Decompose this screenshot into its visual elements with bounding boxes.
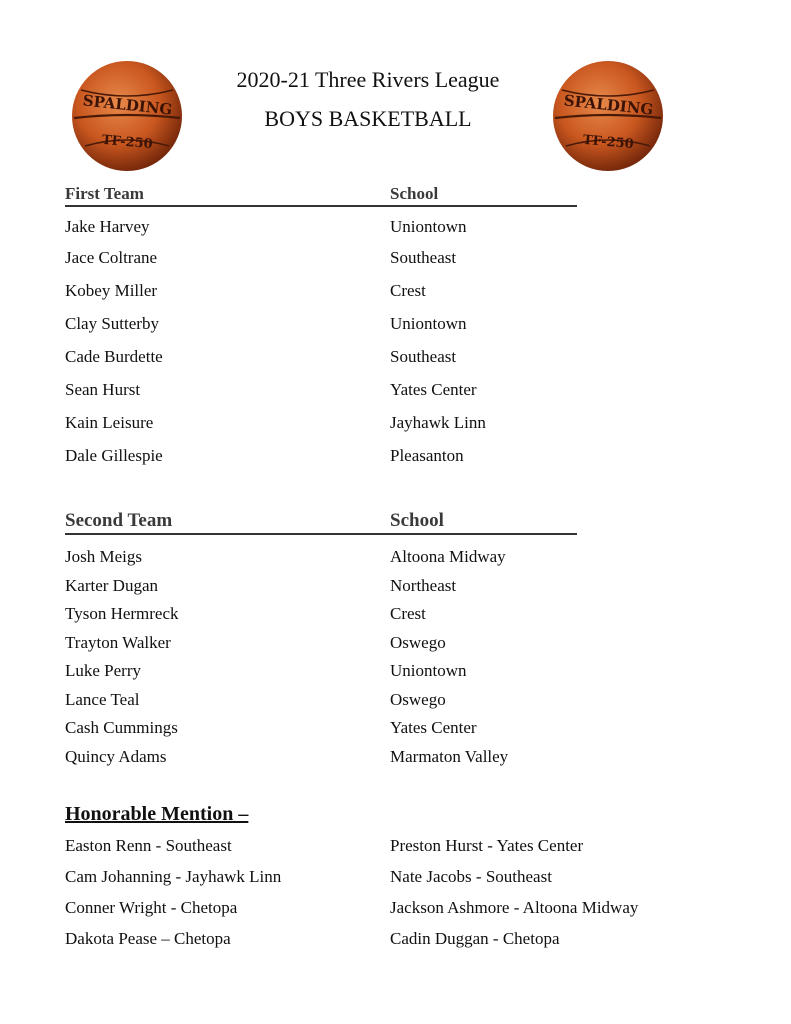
player-school: Yates Center [390,380,477,399]
player-name: Cade Burdette [65,347,163,366]
list-item [65,314,725,336]
player-school: Crest [390,604,426,623]
honorable-mention-item: Conner Wright - Chetopa [65,898,238,917]
second-team-heading: Second Team [65,510,173,531]
list-item [65,248,725,270]
list-item [65,281,725,303]
player-school: Southeast [390,248,457,267]
player-name: Karter Dugan [65,576,158,595]
ball-model-text: TF-250 [101,132,154,153]
player-name: Jake Harvey [65,217,150,236]
player-name: Kobey Miller [65,281,158,300]
player-name: Tyson Hermreck [65,604,179,623]
honorable-mention-item: Preston Hurst - Yates Center [390,836,584,855]
ball-brand-text: SPALDING [81,91,174,119]
player-school: Yates Center [390,718,477,737]
player-name: Kain Leisure [65,413,154,432]
player-school: Uniontown [390,661,467,680]
page-title: 2020-21 Three Rivers League [236,67,500,92]
player-name: Cash Cummings [65,718,178,737]
page-subtitle: BOYS BASKETBALL [264,106,472,131]
list-item [65,547,725,569]
list-item [65,690,725,712]
player-school: Crest [390,281,426,300]
honorable-mention-item: Cadin Duggan - Chetopa [390,929,560,948]
list-item [65,633,725,655]
player-school: Uniontown [390,217,467,236]
player-school: Oswego [390,690,446,709]
list-item [65,413,725,435]
second-team-school-heading: School [390,510,444,531]
player-name: Quincy Adams [65,747,167,766]
list-item [65,380,725,402]
list-item [65,718,725,740]
player-name: Trayton Walker [65,633,171,652]
player-school: Uniontown [390,314,467,333]
list-item [65,347,725,369]
player-name: Luke Perry [65,661,142,680]
player-school: Southeast [390,347,457,366]
ball-brand-text: SPALDING [562,91,655,119]
player-name: Jace Coltrane [65,248,158,267]
player-school: Oswego [390,633,446,652]
player-name: Clay Sutterby [65,314,159,333]
first-team-school-heading: School [390,184,439,203]
ball-model-text: TF-250 [582,132,635,153]
first-team-heading: First Team [65,184,144,203]
player-school: Altoona Midway [390,547,506,566]
first-team-header [65,185,577,207]
player-name: Josh Meigs [65,547,142,566]
player-school: Northeast [390,576,457,595]
player-school: Jayhawk Linn [390,413,486,432]
honorable-mention-item: Cam Johanning - Jayhawk Linn [65,867,282,886]
player-name: Sean Hurst [65,380,141,399]
player-name: Dale Gillespie [65,446,163,465]
list-item [65,661,725,683]
honorable-mention-item: Jackson Ashmore - Altoona Midway [390,898,639,917]
second-team-header [65,511,577,535]
player-school: Marmaton Valley [390,747,509,766]
honorable-mention-item: Dakota Pease – Chetopa [65,929,231,948]
list-item [65,604,725,626]
honorable-mention-heading: Honorable Mention – [65,803,249,825]
honorable-mention-item: Easton Renn - Southeast [65,836,232,855]
player-school: Pleasanton [390,446,464,465]
list-item [65,576,725,598]
honorable-mention-item: Nate Jacobs - Southeast [390,867,552,886]
list-item [65,217,725,239]
list-item [65,747,725,769]
list-item [65,446,725,468]
player-name: Lance Teal [65,690,140,709]
